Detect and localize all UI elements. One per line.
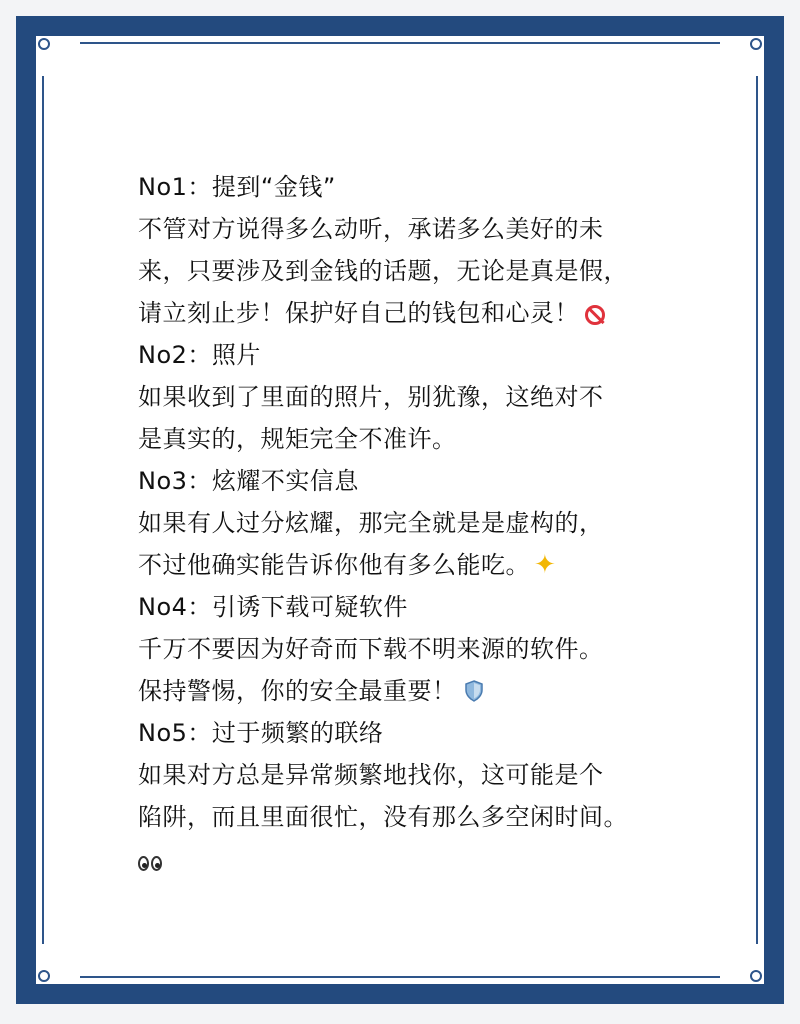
heading-no3-text: No3：炫耀不实信息	[138, 467, 359, 495]
shield-icon	[465, 680, 483, 702]
paragraph-line	[138, 502, 658, 544]
paragraph-text: 是真实的，规矩完全不准许。	[138, 425, 457, 453]
corner-ornament-bottom-left	[38, 970, 50, 982]
bottom-border-line	[80, 976, 720, 978]
paragraph-line	[138, 544, 658, 586]
paragraph-line	[138, 796, 658, 838]
left-eye	[138, 856, 149, 871]
heading-no4	[138, 586, 658, 628]
paragraph-line	[138, 418, 658, 460]
right-eye	[151, 856, 162, 871]
paragraph-line	[138, 628, 658, 670]
sparkles-icon: ✦	[534, 550, 557, 580]
paragraph-line	[138, 376, 658, 418]
paragraph-line	[138, 250, 658, 292]
text-body	[138, 166, 658, 880]
heading-no2-text: No2：照片	[138, 341, 261, 369]
left-border-line	[42, 76, 44, 944]
corner-ornament-bottom-right	[750, 970, 762, 982]
paragraph-text: 保持警惕，你的安全最重要！	[138, 677, 457, 705]
heading-no5-text: No5：过于频繁的联络	[138, 719, 384, 747]
paragraph-text: 陷阱，而且里面很忙，没有那么多空闲时间。	[138, 803, 628, 831]
corner-ornament-top-left	[38, 38, 50, 50]
eyes-icon	[138, 842, 164, 884]
paragraph-text: 不管对方说得多么动听，承诺多么美好的未	[138, 215, 604, 243]
top-border-line	[80, 42, 720, 44]
paragraph-line	[138, 670, 658, 712]
paragraph-text: 千万不要因为好奇而下载不明来源的软件。	[138, 635, 604, 663]
paragraph-text: 不过他确实能告诉你他有多么能吃。	[138, 551, 530, 579]
paragraph-text: 请立刻止步！保护好自己的钱包和心灵！	[138, 299, 579, 327]
heading-no3	[138, 460, 658, 502]
right-border-line	[756, 76, 758, 944]
heading-no1	[138, 166, 658, 208]
eyes-line	[138, 838, 658, 880]
paragraph-text: 如果收到了里面的照片，别犹豫，这绝对不	[138, 383, 604, 411]
corner-ornament-top-right	[750, 38, 762, 50]
paragraph-text: 来，只要涉及到金钱的话题，无论是真是假，	[138, 257, 628, 285]
prohibited-icon	[585, 305, 605, 325]
heading-no4-text: No4：引诱下载可疑软件	[138, 593, 408, 621]
paragraph-text: 如果有人过分炫耀，那完全就是是虚构的，	[138, 509, 604, 537]
heading-no2	[138, 334, 658, 376]
paragraph-line	[138, 292, 658, 334]
paragraph-text: 如果对方总是异常频繁地找你，这可能是个	[138, 761, 604, 789]
heading-no5	[138, 712, 658, 754]
heading-no1-text: No1：提到“金钱”	[138, 173, 336, 201]
paragraph-line	[138, 208, 658, 250]
paragraph-line	[138, 754, 658, 796]
